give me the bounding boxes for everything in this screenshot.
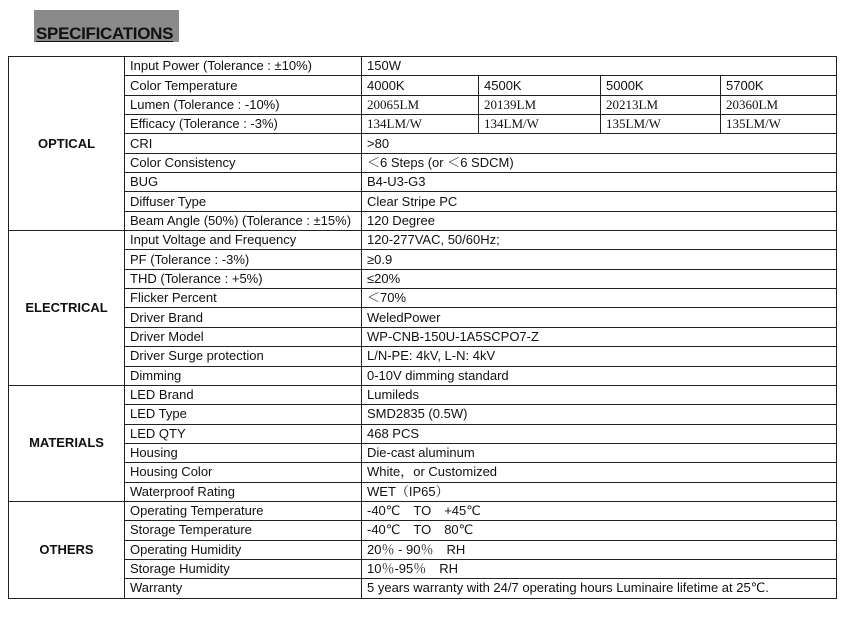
table-row (9, 424, 837, 443)
spec-label: LED Type (125, 405, 362, 424)
spec-label: Driver Model (125, 327, 362, 346)
spec-label: Storage Temperature (125, 521, 362, 540)
spec-value: B4-U3-G3 (362, 173, 837, 192)
table-row (9, 95, 837, 114)
spec-label: Input Power (Tolerance : ±10%) (125, 57, 362, 76)
group-label-materials: MATERIALS (9, 385, 125, 501)
table-row (9, 57, 837, 76)
spec-value: 150W (362, 57, 837, 76)
spec-value: ≤20% (362, 269, 837, 288)
table-row (9, 173, 837, 192)
spec-label: Dimming (125, 366, 362, 385)
spec-value: 20％ - 90％ RH (362, 540, 837, 559)
spec-value: >80 (362, 134, 837, 153)
spec-label: Efficacy (Tolerance : -3%) (125, 115, 362, 134)
spec-label: Operating Humidity (125, 540, 362, 559)
spec-value: ≥0.9 (362, 250, 837, 269)
spec-value: Die-cast aluminum (362, 443, 837, 462)
group-label-electrical: ELECTRICAL (9, 231, 125, 386)
spec-value: 4500K (479, 76, 601, 95)
table-row (9, 269, 837, 288)
table-row (9, 540, 837, 559)
spec-label: THD (Tolerance : +5%) (125, 269, 362, 288)
spec-value: WET（IP65） (362, 482, 837, 501)
table-row (9, 463, 837, 482)
spec-value: 4000K (362, 76, 479, 95)
spec-label: Storage Humidity (125, 559, 362, 578)
spec-value: -40℃ TO 80℃ (362, 521, 837, 540)
spec-label: BUG (125, 173, 362, 192)
table-row (9, 134, 837, 153)
spec-value: 134LM/W (479, 115, 601, 134)
spec-value: 135LM/W (601, 115, 721, 134)
table-row (9, 559, 837, 578)
spec-value: Clear Stripe PC (362, 192, 837, 211)
table-row (9, 211, 837, 230)
spec-label: Housing (125, 443, 362, 462)
spec-label: LED QTY (125, 424, 362, 443)
group-label-optical: OPTICAL (9, 57, 125, 231)
spec-value: -40℃ TO +45℃ (362, 501, 837, 520)
spec-value: ＜6 Steps (or ＜6 SDCM) (362, 153, 837, 172)
spec-label: Driver Brand (125, 308, 362, 327)
spec-value: 0-10V dimming standard (362, 366, 837, 385)
spec-value: WP-CNB-150U-1A5SCPO7-Z (362, 327, 837, 346)
spec-label: Diffuser Type (125, 192, 362, 211)
spec-label: Flicker Percent (125, 289, 362, 308)
table-row (9, 115, 837, 134)
spec-value: 120-277VAC, 50/60Hz; (362, 231, 837, 250)
spec-label: Lumen (Tolerance : -10%) (125, 95, 362, 114)
table-row (9, 289, 837, 308)
table-row (9, 579, 837, 598)
spec-label: CRI (125, 134, 362, 153)
spec-value: 20360LM (721, 95, 837, 114)
table-row (9, 501, 837, 520)
table-row (9, 308, 837, 327)
spec-value: Lumileds (362, 385, 837, 404)
spec-value: 5000K (601, 76, 721, 95)
spec-value: ＜70% (362, 289, 837, 308)
spec-value: WeledPower (362, 308, 837, 327)
table-row (9, 482, 837, 501)
spec-value: 20065LM (362, 95, 479, 114)
spec-value: 20139LM (479, 95, 601, 114)
spec-value: 10％-95％ RH (362, 559, 837, 578)
spec-label: Color Consistency (125, 153, 362, 172)
spec-value: White，or Customized (362, 463, 837, 482)
spec-label: Driver Surge protection (125, 347, 362, 366)
specifications-table (8, 56, 837, 599)
spec-label: Waterproof Rating (125, 482, 362, 501)
spec-value: SMD2835 (0.5W) (362, 405, 837, 424)
table-row (9, 521, 837, 540)
table-row (9, 385, 837, 404)
table-row (9, 347, 837, 366)
spec-value: 468 PCS (362, 424, 837, 443)
table-row (9, 327, 837, 346)
table-row (9, 443, 837, 462)
table-row (9, 192, 837, 211)
spec-value: 5700K (721, 76, 837, 95)
spec-label: Color Temperature (125, 76, 362, 95)
spec-value: 5 years warranty with 24/7 operating hours Luminaire lifetime at 25℃. (362, 579, 837, 598)
spec-label: Operating Temperature (125, 501, 362, 520)
spec-label: Housing Color (125, 463, 362, 482)
spec-value: 135LM/W (721, 115, 837, 134)
spec-label: LED Brand (125, 385, 362, 404)
spec-value: L/N-PE: 4kV, L-N: 4kV (362, 347, 837, 366)
spec-label: Warranty (125, 579, 362, 598)
table-row (9, 76, 837, 95)
spec-value: 20213LM (601, 95, 721, 114)
spec-value: 134LM/W (362, 115, 479, 134)
spec-label: PF (Tolerance : -3%) (125, 250, 362, 269)
spec-value: 120 Degree (362, 211, 837, 230)
page-title: SPECIFICATIONS (36, 24, 174, 43)
table-row (9, 366, 837, 385)
table-row (9, 153, 837, 172)
table-row (9, 405, 837, 424)
spec-label: Beam Angle (50%) (Tolerance : ±15%) (125, 211, 362, 230)
group-label-others: OTHERS (9, 501, 125, 598)
table-row (9, 250, 837, 269)
table-row (9, 231, 837, 250)
spec-label: Input Voltage and Frequency (125, 231, 362, 250)
